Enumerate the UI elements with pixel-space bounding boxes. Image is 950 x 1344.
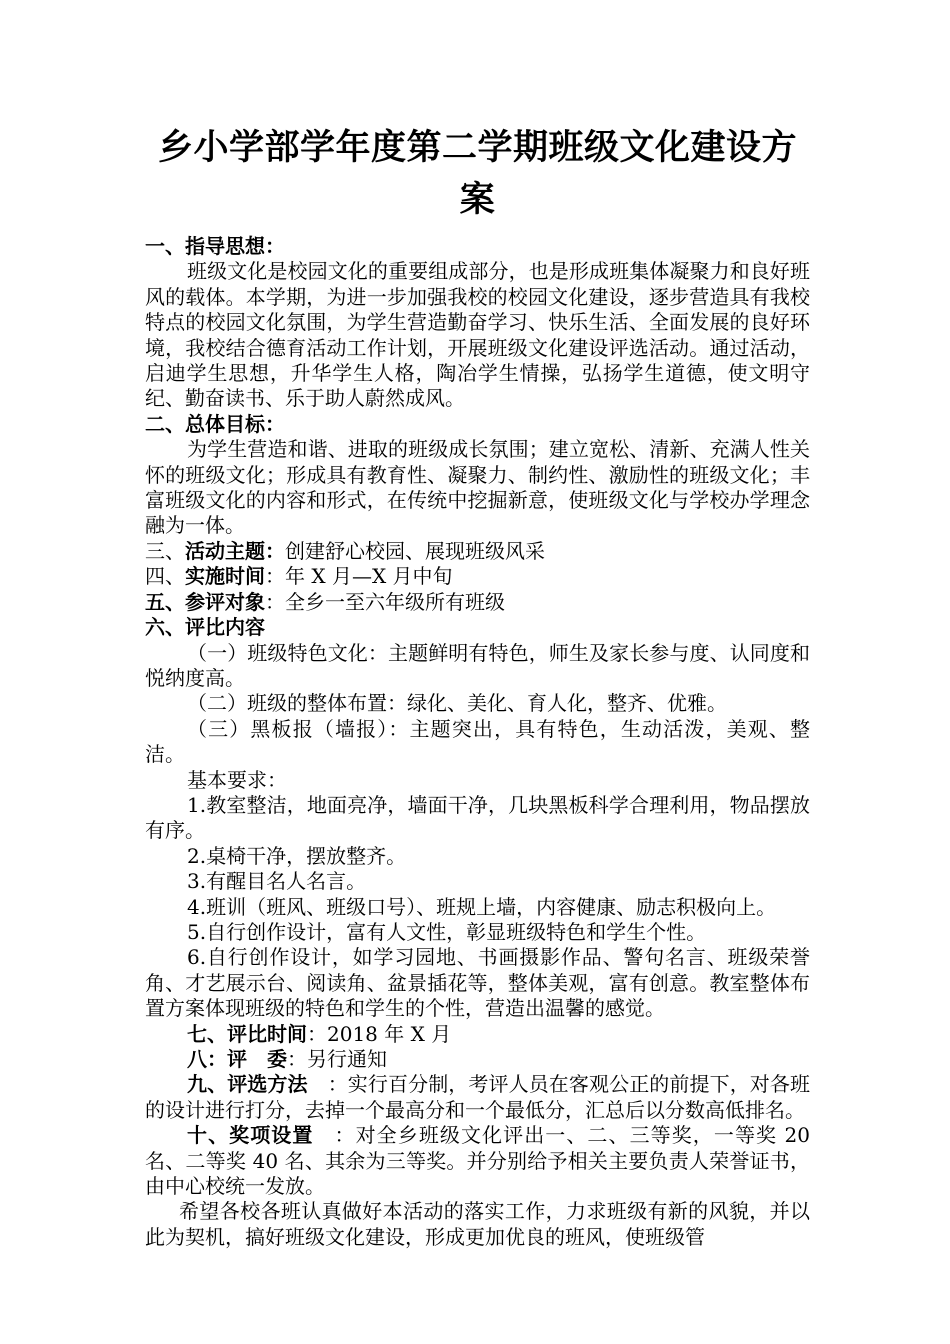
section-6-heading: 六、评比内容: [145, 615, 265, 640]
section-7: [145, 1022, 810, 1047]
section-10-label: 十、奖项设置: [187, 1123, 314, 1148]
requirement-6: 6.自行创作设计，如学习园地、书画摄影作品、警句名言、班级荣誉角、才艺展示台、阅读角、盆景插花等，整体美观，富有创意。教室整体布置方案体现班级的特色和学生的个性，营造出温馨的感觉。: [145, 945, 810, 1021]
requirement-1: 1.教室整洁，地面亮净，墙面干净，几块黑板科学合理利用，物品摆放有序。: [145, 792, 810, 843]
section-4-value: ：年 X 月—X 月中旬: [265, 564, 453, 589]
section-1-body: 班级文化是校园文化的重要组成部分，也是形成班集体凝聚力和良好班风的载体。本学期，为进一步加强我校的校园文化建设，逐步营造具有我校特点的校园文化氛围，为学生营造勤奋学习、快乐生活、全面发展的良好环境，我校结合德育活动工作计划，开展班级文化建设评选活动。通过活动，启迪学生思想，升华学生人格，陶冶学生情操，弘扬学生道德，使文明守纪、勤奋读书、乐于助人蔚然成风。: [145, 259, 810, 411]
section-8-value: ：另行通知: [287, 1047, 387, 1071]
section-9-label: 九、评选方法: [187, 1072, 308, 1097]
requirement-4: 4.班训（班风、班级口号）、班规上墙，内容健康、励志积极向上。: [187, 894, 777, 919]
requirement-3: 3.有醒目名人名言。: [187, 869, 367, 894]
section-5-value: ：全乡一至六年级所有班级: [265, 589, 505, 614]
section-8-label: 八：评 委: [187, 1047, 287, 1071]
section-7-value: ：2018 年 X 月: [307, 1021, 452, 1046]
title-line-2: 案: [459, 179, 496, 220]
section-7-label: 七、评比时间: [187, 1021, 307, 1046]
section-6-item-1: （一）班级特色文化：主题鲜明有特色，师生及家长参与度、认同度和悦纳度高。: [145, 640, 810, 690]
section-8: [145, 1047, 810, 1072]
section-3-label: 活动主题：: [185, 538, 285, 563]
section-9-value: ：实行百分制，考评人员在客观公正的前提下，对各班的设计进行打分，去掉一个最高分和一个最低分，汇总后以分数高低排名。: [145, 1072, 811, 1122]
closing-paragraph: 希望各校各班认真做好本活动的落实工作，力求班级有新的风貌，并以此为契机，搞好班级文化建设，形成更加优良的班风，使班级管: [145, 1199, 810, 1249]
section-3-prefix: 三、: [145, 538, 185, 563]
requirement-5: 5.自行创作设计，富有人文性，彰显班级特色和学生个性。: [187, 919, 707, 944]
section-5: [145, 590, 810, 615]
title-line-1: 乡小学部学年度第二学期班级文化建设方: [157, 127, 797, 168]
section-2-heading: 二、总体目标：: [145, 411, 285, 436]
section-2-body: 为学生营造和谐、进取的班级成长氛围；建立宽松、清新、充满人性关怀的班级文化；形成具有教育性、凝聚力、制约性、激励性的班级文化；丰富班级文化的内容和形式，在传统中挖掘新意，使班级文化与学校办学理念融为一体。: [145, 437, 810, 538]
section-3-value: 创建舒心校园、展现班级风采: [285, 538, 545, 563]
section-10: [145, 1123, 810, 1199]
section-10-value: ：对全乡班级文化评出一、二、三等奖，一等奖 20 名、二等奖 40 名、其余为三等奖。并分别给予相关主要负责人荣誉证书，由中心校统一发放。: [145, 1123, 810, 1199]
section-4-label: 实施时间: [185, 564, 265, 589]
section-9: [145, 1072, 810, 1123]
section-3: [145, 539, 810, 564]
section-6-basic-requirements: 基本要求：: [187, 767, 287, 792]
section-1-heading: 一、指导思想：: [145, 234, 285, 258]
section-4-prefix: 四、: [145, 564, 185, 589]
section-5-label: 五、参评对象: [145, 589, 265, 614]
requirement-2: 2.桌椅干净，摆放整齐。: [187, 843, 407, 868]
section-6-item-3: （三）黑板报（墙报）：主题突出，具有特色，生动活泼，美观、整洁。: [145, 716, 810, 767]
section-4: [145, 564, 810, 589]
document-title: [145, 122, 810, 226]
section-6-item-2: （二）班级的整体布置：绿化、美化、育人化，整齐、优雅。: [187, 691, 727, 716]
document-page: [145, 122, 810, 1250]
